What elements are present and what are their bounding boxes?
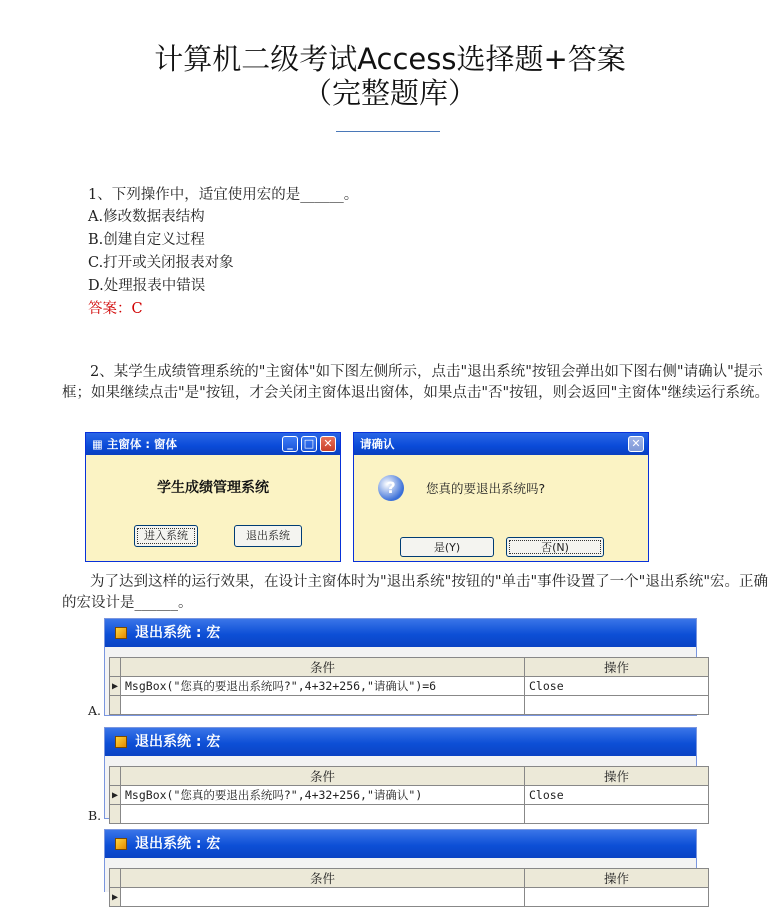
macro-titlebar-c	[105, 830, 696, 858]
dialog-close-icon[interactable]: ✕	[628, 436, 644, 452]
macro-icon	[115, 627, 127, 639]
condition-cell[interactable]: MsgBox("您真的要退出系统吗?",4+32+256,"请确认")	[121, 786, 525, 805]
condition-cell[interactable]	[121, 888, 525, 907]
table-row[interactable]	[110, 696, 709, 715]
table-row[interactable]	[110, 786, 709, 805]
macro-grid-a	[109, 657, 709, 715]
macro-window-c	[104, 829, 697, 903]
condition-header: 条件	[121, 767, 525, 786]
table-row[interactable]	[110, 677, 709, 696]
title-divider	[336, 131, 440, 132]
action-cell[interactable]: Close	[525, 786, 709, 805]
row-selector-icon: ▶	[110, 888, 121, 907]
macro-titlebar-a	[105, 619, 696, 647]
row-selector-icon: ▶	[110, 677, 121, 696]
table-row[interactable]	[110, 888, 709, 907]
q1-answer: 答案：C	[88, 301, 143, 317]
enter-system-button[interactable]: 进入系统	[134, 525, 198, 547]
q2-prompt-text: 为了达到这样的运行效果，在设计主窗体时为"退出系统"按钮的"单击"事件设置了一个"退出系统"宏。正确的宏设计是______。	[62, 574, 769, 611]
grid-header-row	[110, 658, 709, 677]
row-selector-icon: ▶	[110, 786, 121, 805]
maximize-icon[interactable]: □	[301, 436, 317, 452]
action-header: 操作	[525, 869, 709, 888]
condition-cell[interactable]: MsgBox("您真的要退出系统吗?",4+32+256,"请确认")=6	[121, 677, 525, 696]
close-icon[interactable]: ✕	[320, 436, 336, 452]
q2-stem-text: 2、某学生成绩管理系统的"主窗体"如下图左侧所示，点击"退出系统"按钮会弹出如下图右侧"请确认"提示框；如果继续点击"是"按钮，才会关闭主窗体退出窗体，如果点击"否"按钮，则会返回"主窗体"继续运行系统。	[62, 364, 770, 401]
title-line-2: （完整题库）	[302, 76, 477, 110]
option-label-b: B.	[88, 808, 102, 823]
macro-grid-c	[109, 868, 709, 907]
q1-option-b: B.创建自定义过程	[88, 232, 205, 248]
confirm-message: 您真的要退出系统吗?	[426, 481, 546, 496]
document-title	[0, 42, 780, 110]
macro-title-b: 退出系统 : 宏	[135, 734, 221, 750]
q1-stem: 1、下列操作中，适宜使用宏的是______。	[88, 187, 359, 203]
macro-window-a	[104, 618, 697, 716]
q1-option-a: A.修改数据表结构	[88, 209, 205, 225]
main-form-title: 主窗体 : 窗体	[106, 437, 177, 451]
no-button[interactable]: 否(N)	[506, 537, 604, 557]
q2-stem	[62, 362, 774, 404]
action-cell[interactable]	[525, 888, 709, 907]
question-icon: ?	[378, 475, 404, 501]
macro-grid-b	[109, 766, 709, 824]
main-form-heading: 学生成绩管理系统	[157, 480, 269, 496]
grid-header-row	[110, 869, 709, 888]
macro-title-c: 退出系统 : 宏	[135, 836, 221, 852]
table-row[interactable]	[110, 805, 709, 824]
q2-prompt	[62, 572, 774, 614]
confirm-dialog-titlebar	[354, 433, 648, 455]
q1-option-c: C.打开或关闭报表对象	[88, 255, 234, 271]
q1-option-d: D.处理报表中错误	[88, 278, 206, 294]
macro-icon	[115, 736, 127, 748]
action-cell[interactable]: Close	[525, 677, 709, 696]
title-line-1: 计算机二级考试Access选择题+答案	[154, 42, 626, 76]
main-form-window	[85, 432, 341, 562]
exit-system-button[interactable]: 退出系统	[234, 525, 302, 547]
macro-window-b	[104, 727, 697, 819]
form-icon: ▦	[92, 437, 107, 451]
grid-header-row	[110, 767, 709, 786]
action-header: 操作	[525, 658, 709, 677]
macro-titlebar-b	[105, 728, 696, 756]
yes-button[interactable]: 是(Y)	[400, 537, 494, 557]
main-form-titlebar	[86, 433, 340, 455]
condition-header: 条件	[121, 658, 525, 677]
macro-icon	[115, 838, 127, 850]
condition-header: 条件	[121, 869, 525, 888]
minimize-icon[interactable]: _	[282, 436, 298, 452]
confirm-dialog-title: 请确认	[360, 437, 395, 451]
confirm-dialog	[353, 432, 649, 562]
action-header: 操作	[525, 767, 709, 786]
option-label-a: A.	[88, 703, 102, 718]
macro-title-a: 退出系统 : 宏	[135, 625, 221, 641]
